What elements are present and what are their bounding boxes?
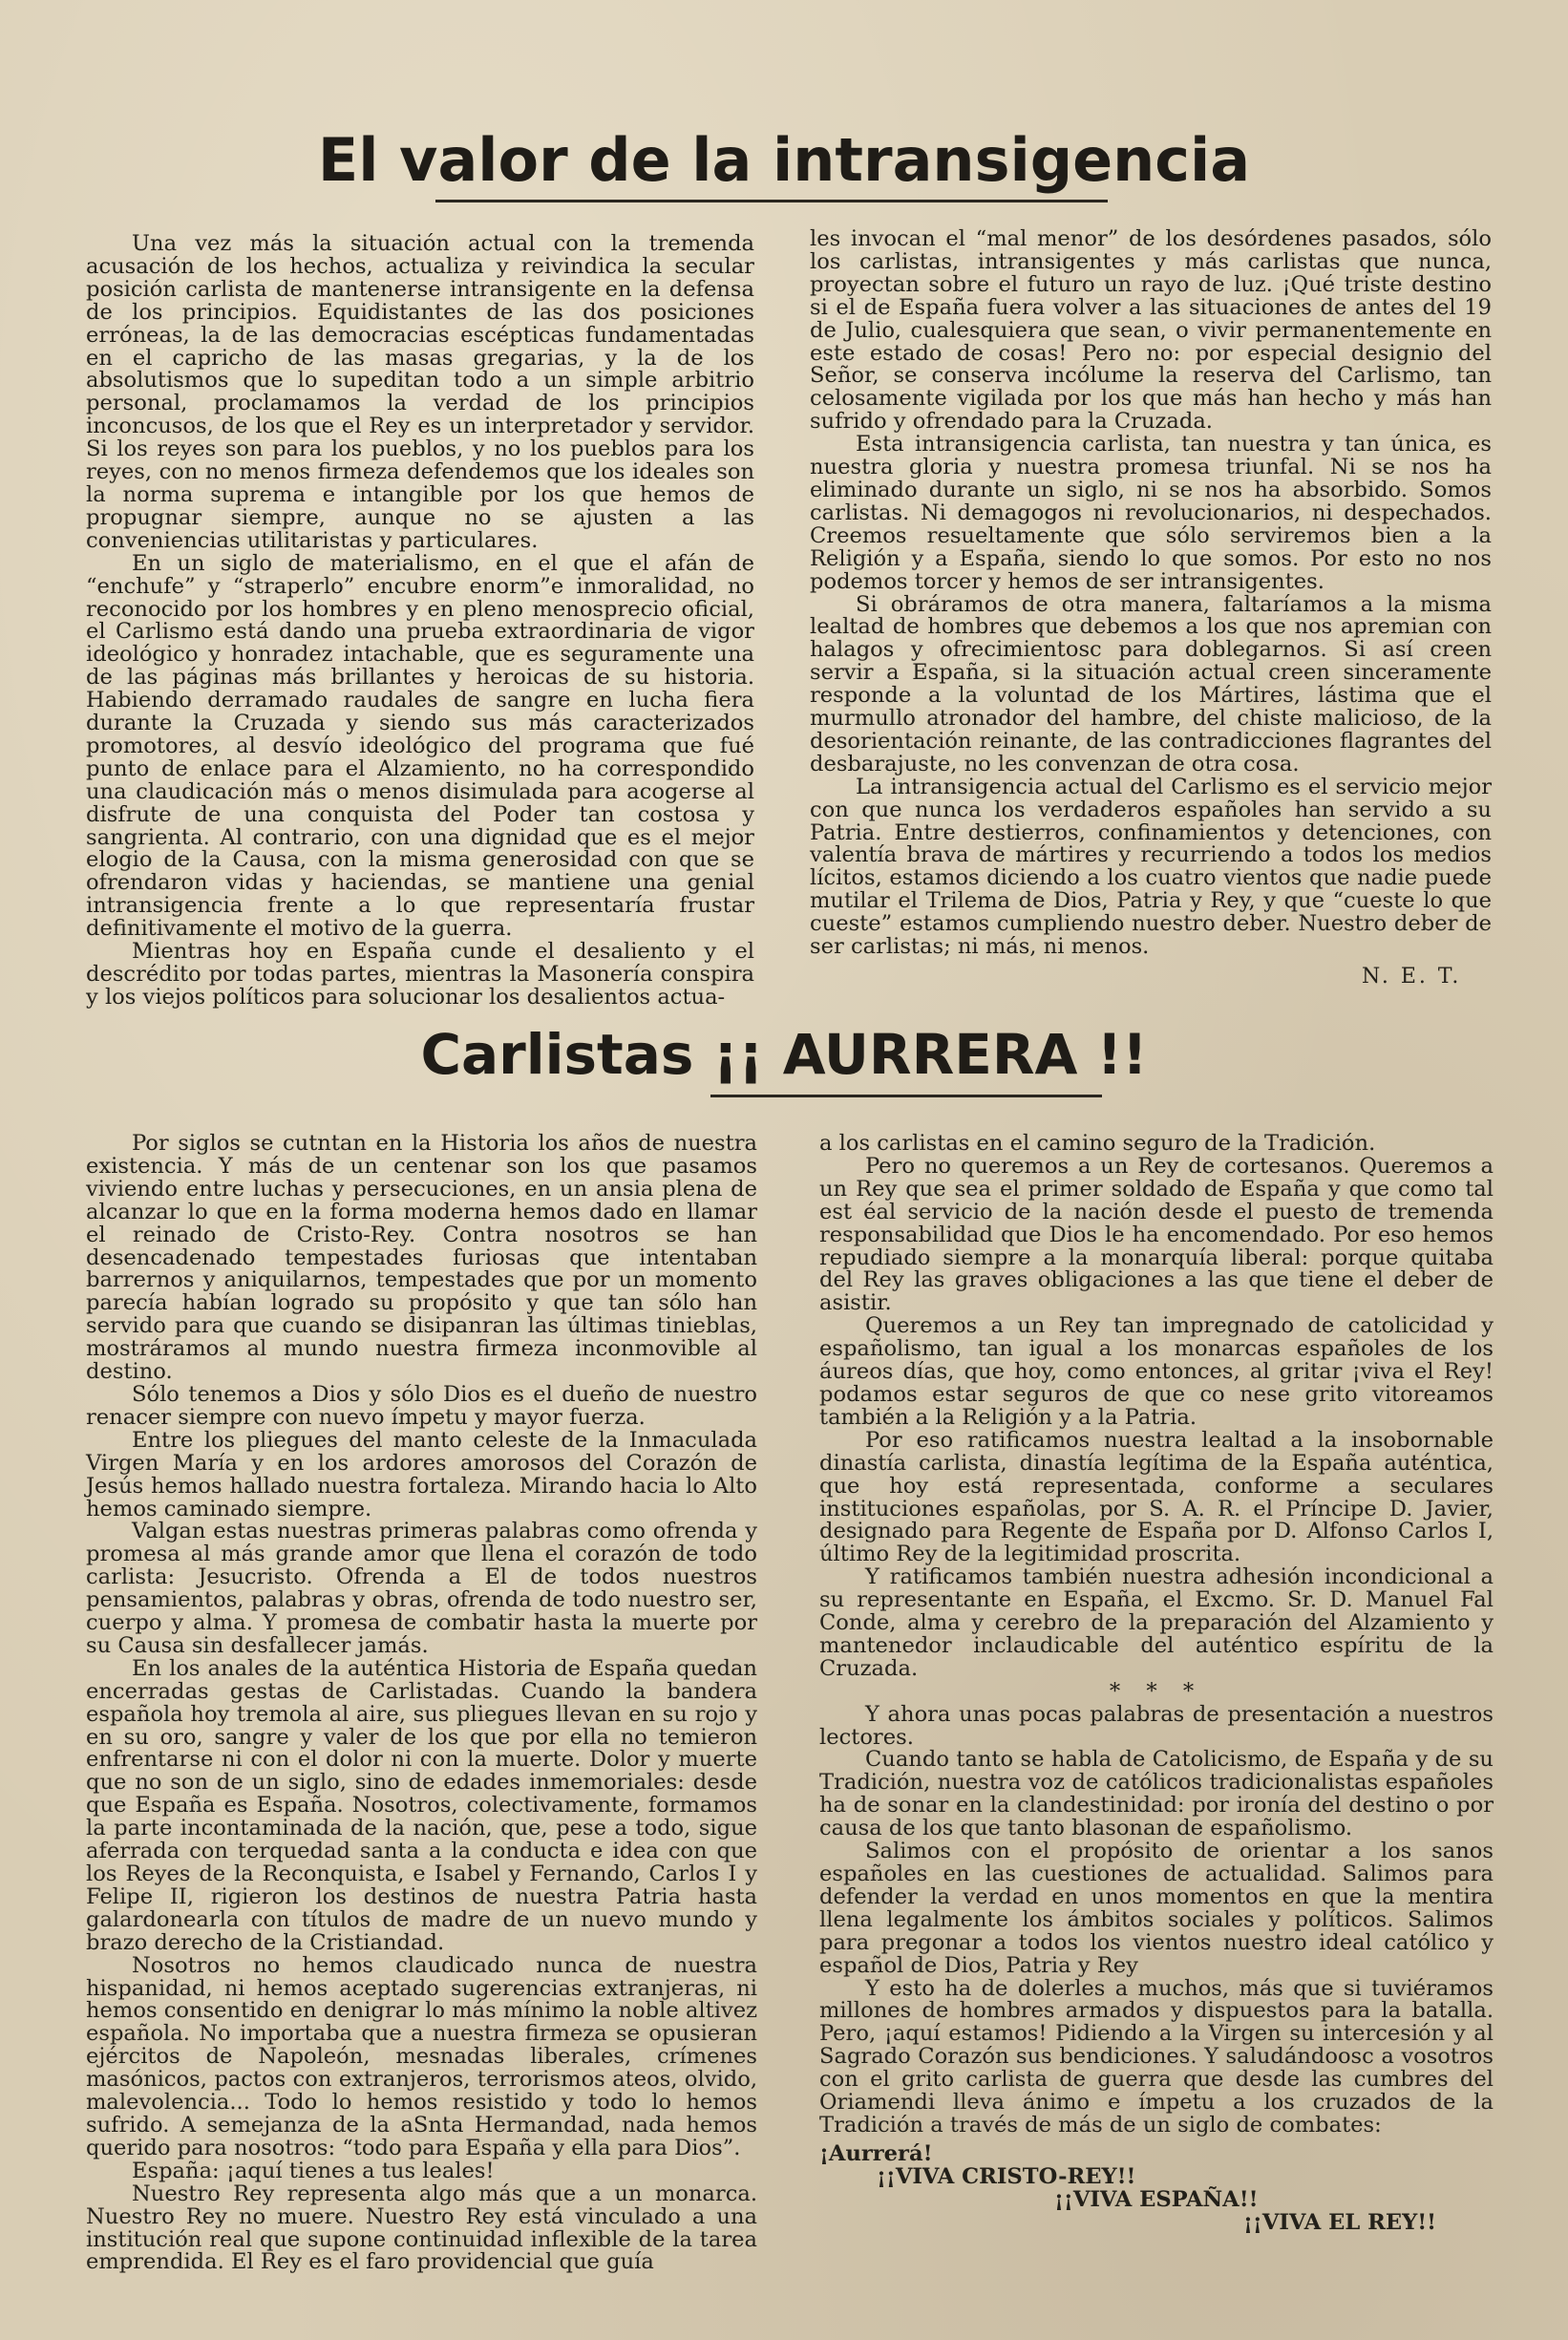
article2-paragraph: Por eso ratificamos nuestra lealtad a la insobornable dinastía carlista, dinastía legítima de la España auténtica, que hoy está representada, conforme a seculares instituciones españolas, por S. A. R. el Príncipe D. Javier, designado para Regente de España por D. Alfonso Carlos I, último Rey de la legitimidad proscrita. [819,1427,1494,1567]
article2-paragraph: Pero no queremos a un Rey de cortesanos. Queremos a un Rey que sea el primer soldado de España y que como tal est éal servicio de la nación desde el puesto de tremenda responsabilidad que Dios le ha encomendado. Por eso hemos repudiado siempre a la monarquía liberal: porque quitaba del Rey las graves obligaciones a las que tiene el deber de asistir. [819,1153,1494,1316]
article2-paragraph: En los anales de la auténtica Historia de España quedan encerradas gestas de Carlistadas. Cuando la bandera española hoy tremola al aire, sus pliegues llevan en su rojo y en su oro, sangre y valer de los que por ella no temieron enfrentarse ni con el dolor ni con la muerte. Dolor y muerte que no son de un siglo, sino de edades inmemoriales: desde que España es España. Nosotros, colectivamente, formamos la parte incontaminada de la nación, que, pese a todo, sigue aferrada con terquedad santa a la conducta e idea con que los Reyes de la Reconquista, e Isabel y Fernando, Carlos I y Felipe II, rigieron los destinos de nuestra Patria hasta galardonearla con títulos de madre de un nuevo mundo y brazo derecho de la Cristiandad. [86,1655,757,1955]
closing-cheer: ¡Aurrerá! [819,2140,933,2166]
article2-paragraph: Nuestro Rey representa algo más que a un monarca. Nuestro Rey no muere. Nuestro Rey está vinculado a una institución real que supone continuidad inflexible de la tarea emprendida. El Rey es el faro providencial que guía [86,2180,757,2275]
article2-paragraph: Y ratificamos también nuestra adhesión incondicional a su representante en España, el Excmo. Sr. D. Manuel Fal Conde, alma y cerebro de la preparación del Alzamiento y mantenedor inclaudicable del auténtico espíritu de la Cruzada. [819,1564,1494,1681]
article1-right-column [810,228,1492,959]
closing-cheer: ¡¡VIVA EL REY!! [1243,2209,1437,2235]
article2-paragraph: Sólo tenemos a Dios y sólo Dios es el dueño de nuestro renacer siempre con nuevo ímpetu y mayor fuerza. [86,1381,757,1430]
article2-paragraph: Y esto ha de dolerles a muchos, más que si tuviéramos millones de hombres armados y dispuestos para la batalla. Pero, ¡aquí estamos! Pidiendo a la Virgen su intercesión y al Sagrado Corazón sus bendiciones. Y saludándoosc a vosotros con el grito carlista de guerra que desde las cumbres del Oriamendi lleva ánimo e ímpetu a los cruzados de la Tradición a través de más de un siglo de combates: [819,1975,1494,2138]
article1-title-rule [435,200,1108,202]
article2-paragraph: Valgan estas nuestras primeras palabras como ofrenda y promesa al más grande amor que llena el corazón de todo carlista: Jesucristo. Ofrenda a El de todos nuestros pensamientos, palabras y obras, ofrenda de todo nuestro ser, cuerpo y alma. Y promesa de combatir hasta la muerte por su Causa sin desfallecer jamás. [86,1519,757,1658]
article2-paragraph: Entre los pliegues del manto celeste de la Inmaculada Virgen María y en los ardores amorosos del Corazón de Jesús hemos hallado nuestra fortaleza. Mirando hacia lo Alto hemos caminado siempre. [86,1427,757,1521]
article2-right-column [819,1133,1494,2235]
article1-left-column [86,233,754,1010]
article1-paragraph: les invocan el “mal menor” de los desórdenes pasados, sólo los carlistas, intransigentes y más carlistas que nunca, proyectan sobre el futuro un rayo de luz. ¡Qué triste destino si el de España fuera volver a las situaciones de antes del 19 de Julio, cualesquiera que sean, o vivir permanentemente en este estado de cosas! Pero no: por especial designio del Señor, se conserva incólume la reserva del Carlismo, tan celosamente vigilada por los que más han hecho y más han sufrido y ofrendado para la Cruzada. [810,226,1492,435]
article2-paragraph: Y ahora unas pocas palabras de presentación a nuestros lectores. [819,1701,1494,1750]
article2-paragraph: a los carlistas en el camino seguro de la Tradición. [819,1131,1376,1156]
article1-paragraph: En un siglo de materialismo, en el que el afán de “enchufe” y “straperlo” encubre enorm”e inmoralidad, no reconocido por los hombres y en pleno menosprecio oficial, el Carlismo está dando una prueba extraordinaria de vigor ideológico y honradez intachable, que es seguramente una de las páginas más brillantes y heroicas de su historia. Habiendo derramado raudales de sangre en lucha fiera durante la Cruzada y siendo sus más caracterizados promotores, al desvío ideológico del programa que fué punto de enlace para el Alzamiento, no ha correspondido una claudicación más o menos disimulada para acogerse al disfrute de una conquista del Poder tan costosa y sangrienta. Al contrario, con una dignidad que es el mejor elogio de la Causa, con la misma generosidad con que se ofrendaron vidas y haciendas, se mantiene una genial intransigencia frente a lo que representaría frustar definitivamente el motivo de la guerra. [86,550,754,942]
article2-paragraph: Queremos a un Rey tan impregnado de catolicidad y españolismo, tan igual a los monarcas españoles de los áureos días, que hoy, como entonces, al gritar ¡viva el Rey! podamos estar seguros de que co nese grito vitoreamos también a la Religión y a la Patria. [819,1313,1494,1430]
article2-paragraph: España: ¡aquí tienes a tus leales! [132,2158,495,2183]
article1-paragraph: Mientras hoy en España cunde el desaliento y el descrédito por todas partes, mientras la Masonería conspira y los viejos políticos para solucionar los desalientos actua- [86,939,754,1010]
article1-paragraph: La intransigencia actual del Carlismo es el servicio mejor con que nunca los verdaderos españoles han servido a su Patria. Entre destierros, confinamientos y detenciones, con valentía brava de mártires y recurriendo a todos los medios lícitos, estamos diciendo a los cuatro vientos que nadie puede mutilar el Trilema de Dios, Patria y Rey, y que “cueste lo que cueste” estamos cumpliendo nuestro deber. Nuestro deber de ser carlistas; ni más, ni menos. [810,774,1492,960]
article1-paragraph: Si obráramos de otra manera, faltaríamos a la misma lealtad de hombres que debemos a los que nos apremian con halagos y ofrecimientosc para doblegarnos. Si así creen servir a España, si la situación actual creen sinceramente responde a la voluntad de los Mártires, lástima que el murmullo atronador del hambre, del chiste malicioso, de la desorientación reinante, de las contradicciones flagrantes del desbarajuste, no les convenzan de otra cosa. [810,591,1492,776]
article1-paragraph: Una vez más la situación actual con la tremenda acusación de los hechos, actualiza y reivindica la secular posición carlista de mantenerse intransigente en la defensa de los principios. Equidistantes de las dos posiciones erróneas, la de las democracias escépticas fundamentadas en el capricho de las masas gregarias, y la de los absolutismos que lo supeditan todo a un simple arbitrio personal, proclamamos la verdad de los principios inconcusos, de los que el Rey es un interpretador y servidor. Si los reyes son para los pueblos, y no los pueblos para los reyes, con no menos firmeza defendemos que los ideales son la norma suprema e intangible por los que hemos de propugnar siempre, aunque no se ajusten a las conveniencias utilitaristas y particulares. [86,231,754,553]
article1-paragraph: Esta intransigencia carlista, tan nuestra y tan única, es nuestra gloria y nuestra promesa triunfal. Ni se nos ha eliminado durante un siglo, ni se nos ha absorbido. Somos carlistas. Ni demagogos ni revolucionarios, ni despechados. Creemos resueltamente que sólo serviremos bien a la Religión y a España, siendo lo que somos. Por esto no nos podemos torcer y hemos de ser intransigentes. [810,432,1492,594]
article2-paragraph: Cuando tanto se habla de Catolicismo, de España y de su Tradición, nuestra voz de católicos tradicionalistas españoles ha de sonar en la clandestinidad: por ironía del destino o por causa de los que tanto blasonan de españolismo. [819,1747,1494,1841]
section-separator: * * * [1109,1678,1204,1704]
article1-title: El valor de la intransigencia [317,125,1251,195]
article2-title-rule [710,1095,1102,1097]
bleed-through-ghost-text [392,74,401,108]
article2-title: Carlistas ¡¡ AURRERA !! [420,1022,1148,1087]
article2-left-column [86,1133,757,2274]
closing-cheer: ¡¡VIVA ESPAÑA!! [1054,2186,1259,2212]
article2-paragraph: Salimos con el propósito de orientar a los sanos españoles en las cuestiones de actualidad. Salimos para defender la verdad en unos momentos en que la mentira llena legalmente los ámbitos sociales y políticos. Salimos para pregonar a todos los vientos nuestro ideal católico y español de Dios, Patria y Rey [819,1839,1494,1978]
article1-signature: N. E. T. [1362,965,1462,989]
article2-paragraph: Por siglos se cutntan en la Historia los años de nuestra existencia. Y más de un centenar son los que pasamos viviendo entre luchas y persecuciones, en un ansia plena de alcanzar lo que en la forma moderna hemos dado en llamar el reinado de Cristo-Rey. Contra nosotros se han desencadenado tempestades furiosas que intentaban barrernos y aniquilarnos, tempestades que por un momento parecía habían logrado su propósito y que tan sólo han servido para que cuando se disipanran las últimas tinieblas, mostráramos al mundo nuestra firmeza inconmovible al destino. [86,1131,757,1385]
article2-paragraph: Nosotros no hemos claudicado nunca de nuestra hispanidad, ni hemos aceptado sugerencias extranjeras, ni hemos consentido en denigrar lo más mínimo la noble altivez española. No importaba que a nuestra firmeza se opusieran ejércitos de Napoleón, mesnadas liberales, crímenes masónicos, pactos con extranjeros, terrorismos ateos, olvido, malevolencia... Todo lo hemos resistido y todo lo hemos sufrido. A semejanza de la aSnta Hermandad, nada hemos querido para nosotros: “todo para España y ella para Dios”. [86,1952,757,2160]
closing-cheer: ¡¡VIVA CRISTO-REY!! [877,2163,1136,2189]
